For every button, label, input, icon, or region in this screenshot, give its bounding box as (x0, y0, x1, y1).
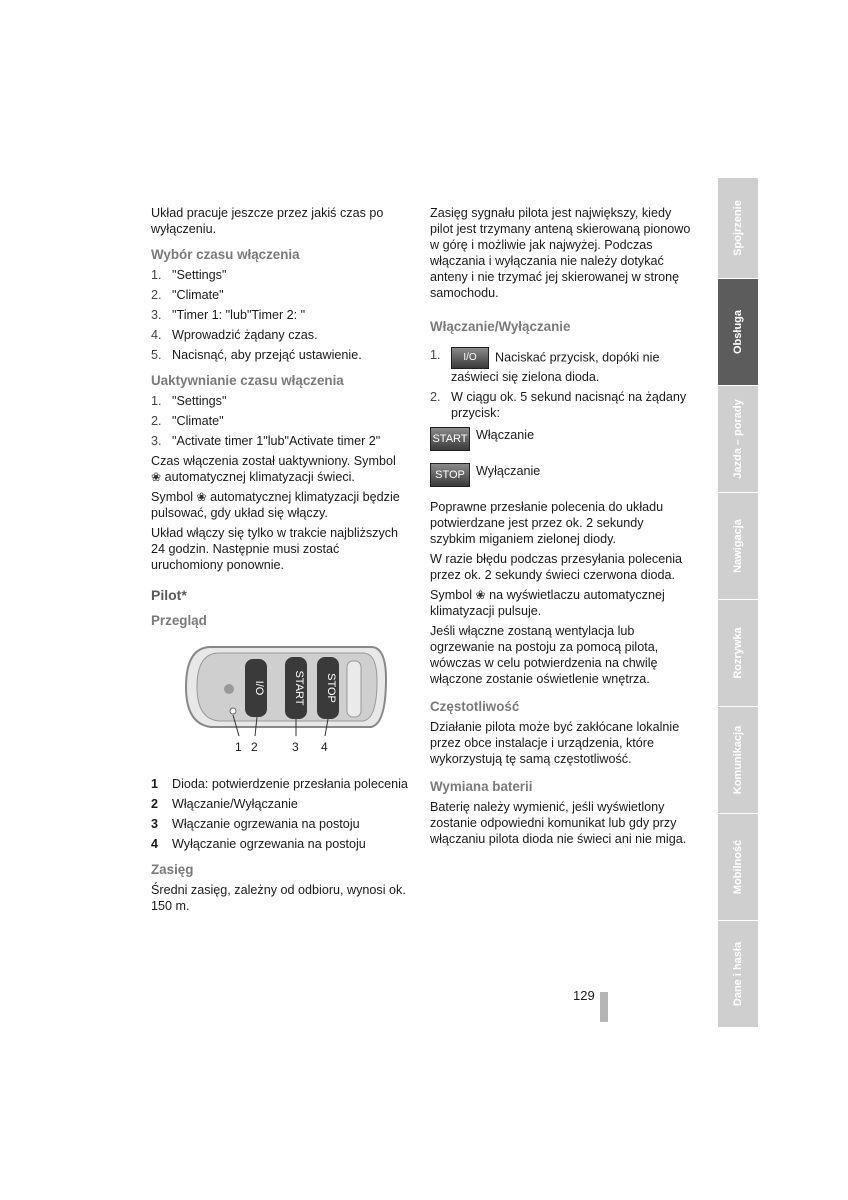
tab-obsluga[interactable]: Obsługa (718, 279, 758, 386)
climate-fan-icon: ❀ (196, 490, 207, 504)
page-number: 129 (573, 988, 595, 1003)
chapter-tabs (718, 178, 758, 1028)
remote-control-image (181, 639, 391, 739)
step: 1. "Settings" (151, 394, 227, 408)
tab-mobilnosc[interactable]: Mobilność (718, 814, 758, 921)
figure-legend (151, 776, 411, 852)
right-column (430, 205, 692, 851)
on-off-steps (430, 347, 692, 421)
step: 2. "Climate" (151, 288, 224, 302)
stop-row (430, 463, 692, 487)
section-timer-activate-title: Uaktywnianie czasu włączenia (151, 373, 344, 388)
tab-dane-i-hasla[interactable]: Dane i hasła (718, 921, 758, 1028)
paragraph: Poprawne przesłanie polecenia do układu potwierdzane jest przez ok. 2 sekundy szybkim miganiem zielonej diody. (430, 500, 664, 546)
start-button-image: START (430, 427, 470, 451)
io-button-image: I/O (451, 347, 489, 369)
timer-activate-steps (151, 393, 411, 449)
start-label: Włączanie (476, 428, 535, 442)
battery-text: Baterię należy wymienić, jeśli wyświetlony zostanie odpowiedni komunikat lub gdy przy włączaniu pilota dioda nie świeci ani nie miga. (430, 800, 687, 846)
figure-label: 3 (292, 740, 299, 754)
tab-spojrzenie[interactable]: Spojrzenie (718, 178, 758, 279)
paragraph: W razie błędu podczas przesyłania polecenia przez ok. 2 sekundy świeci czerwona dioda. (430, 552, 683, 582)
paragraph: Symbol ❀ automatycznej klimatyzacji będzie pulsować, gdy układ się włączy. (151, 490, 400, 520)
tab-jazda-porady[interactable]: Jazda – porady (718, 386, 758, 493)
section-timer-select-title: Wybór czasu włączenia (151, 247, 300, 262)
intro-text: Układ pracuje jeszcze przez jakiś czas po wyłączeniu. (151, 206, 384, 236)
step: 2. W ciągu ok. 5 sekund nacisnąć na żądany przycisk: (430, 390, 687, 420)
step: 2. "Climate" (151, 414, 224, 428)
paragraph: Symbol ❀ na wyświetlaczu automatycznej klimatyzacji pulsuje. (430, 588, 665, 618)
legend-item: 4 Wyłączanie ogrzewania na postoju (151, 837, 366, 851)
stop-button-image: STOP (430, 463, 470, 487)
step: 4. Wprowadzić żądany czas. (151, 328, 318, 342)
paragraph: Czas włączenia został uaktywniony. Symbol ❀ automatycznej klimatyzacji świeci. (151, 454, 396, 484)
frequency-text: Działanie pilota może być zakłócane lokalnie przez obce instalacje i urządzenia, które wykorzystują tę samą częstotliwość. (430, 720, 680, 766)
start-row (430, 427, 692, 451)
range-title: Zasięg (151, 862, 194, 877)
step: 1. "Settings" (151, 268, 227, 282)
pilot-title: Pilot* (151, 587, 187, 603)
overview-title: Przegląd (151, 613, 207, 628)
timer-select-steps (151, 267, 411, 363)
page-number-bar (600, 992, 608, 1022)
figure-label: 4 (321, 740, 328, 754)
climate-fan-icon: ❀ (151, 470, 162, 484)
intro-text: Zasięg sygnału pilota jest największy, kiedy pilot jest trzymany anteną skierowaną pionowo w górę i możliwie jak najwyżej. Podczas włączania i wyłączania nie należy dotykać anteny i nie trzymać jej skierowanej w stronę samochodu. (430, 206, 691, 300)
btn-start-label: START (293, 670, 305, 706)
step: 3. "Timer 1: "lub"Timer 2: " (151, 308, 306, 322)
paragraph: Układ włączy się tylko w trakcie najbliższych 24 godzin. Następnie musi zostać uruchomiony ponownie. (151, 526, 399, 572)
legend-item: 3 Włączanie ogrzewania na postoju (151, 817, 360, 831)
btn-io-label: I/O (253, 680, 265, 696)
range-text: Średni zasięg, zależny od odbioru, wynosi ok. 150 m. (151, 883, 406, 913)
figure-label: 1 (235, 740, 242, 754)
step: 1. I/O Naciskać przycisk, dopóki nie zaświeci się zielona dioda. (430, 348, 660, 384)
legend-item: 1 Dioda: potwierdzenie przesłania polecenia (151, 777, 408, 791)
frequency-title: Częstotliwość (430, 699, 520, 714)
stop-label: Wyłączanie (476, 464, 541, 478)
on-off-title: Włączanie/Wyłączanie (430, 319, 571, 334)
climate-fan-icon: ❀ (475, 588, 486, 602)
step: 3. "Activate timer 1"lub"Activate timer 2" (151, 434, 381, 448)
legend-item: 2 Włączanie/Wyłączanie (151, 797, 298, 811)
tab-nawigacja[interactable]: Nawigacja (718, 493, 758, 600)
btn-stop-label: STOP (325, 673, 337, 703)
remote-control-figure (181, 639, 391, 764)
step: 5. Nacisnąć, aby przejąć ustawienie. (151, 348, 362, 362)
battery-title: Wymiana baterii (430, 779, 533, 794)
paragraph: Jeśli włączne zostaną wentylacja lub ogrzewanie na postoju za pomocą pilota, wówczas w celu potwierdzenia na chwilę włączone zostanie oświetlenie wnętrza. (430, 624, 659, 686)
figure-label: 2 (251, 740, 258, 754)
tab-rozrywka[interactable]: Rozrywka (718, 600, 758, 707)
left-column (151, 205, 411, 918)
tab-komunikacja[interactable]: Komunikacja (718, 707, 758, 814)
